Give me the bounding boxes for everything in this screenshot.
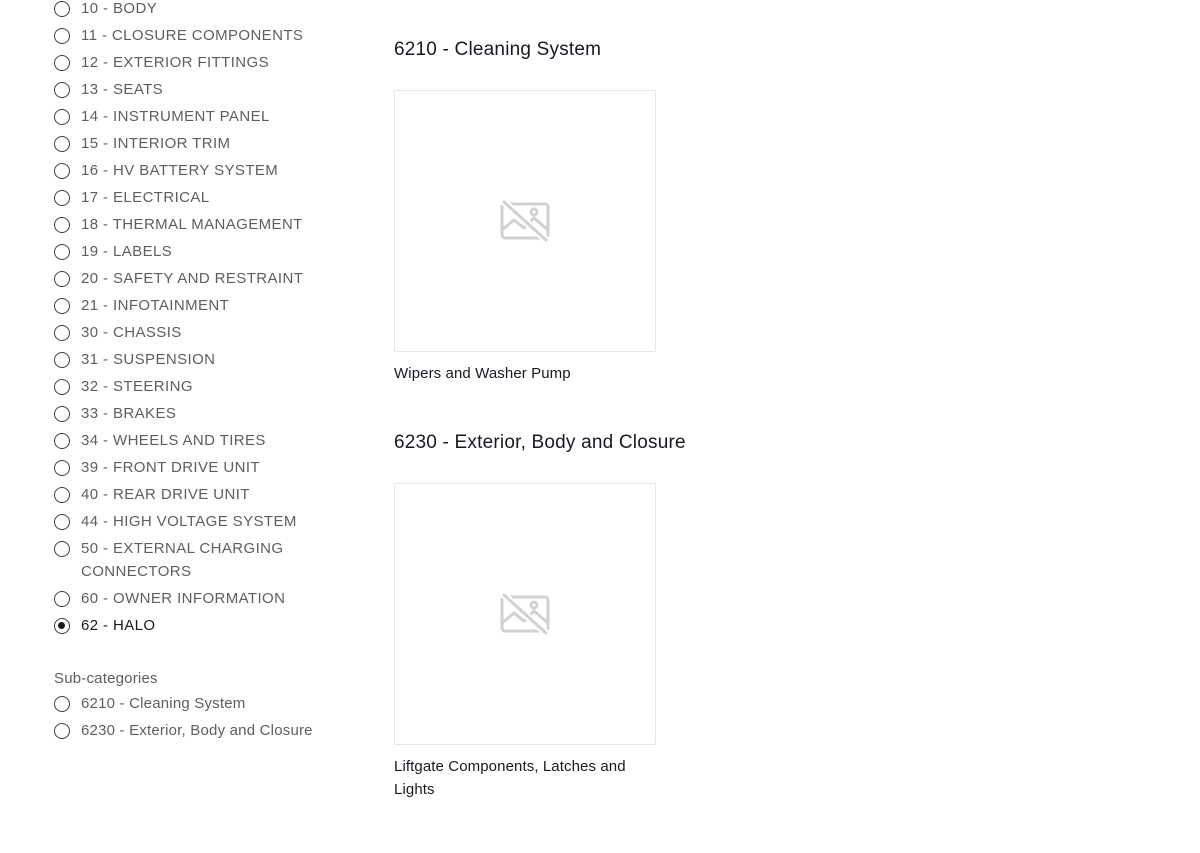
category-radio-19[interactable]: [54, 243, 354, 263]
category-label: 19 - LABELS: [81, 243, 173, 260]
radio-button[interactable]: [54, 591, 70, 607]
radio-button[interactable]: [54, 406, 70, 422]
radio-button[interactable]: [54, 82, 70, 98]
radio-button[interactable]: [54, 696, 70, 712]
radio-button[interactable]: [54, 217, 70, 233]
category-radio-15[interactable]: [54, 135, 354, 155]
category-label: 15 - INTERIOR TRIM: [81, 135, 231, 152]
radio-button[interactable]: [54, 487, 70, 503]
subcategory-list: [54, 695, 354, 742]
category-label: 18 - THERMAL MANAGEMENT: [81, 216, 303, 233]
radio-button[interactable]: [54, 28, 70, 44]
category-radio-11[interactable]: [54, 27, 354, 47]
subcategory-radio-6230[interactable]: [54, 722, 354, 742]
image-placeholder-icon: [498, 591, 552, 637]
category-radio-40[interactable]: [54, 486, 354, 506]
radio-button[interactable]: [54, 109, 70, 125]
section-title: 6210 - Cleaning System: [394, 39, 602, 60]
category-label: 21 - INFOTAINMENT: [81, 297, 230, 314]
radio-button[interactable]: [54, 352, 70, 368]
part-card-label: Liftgate Components, Latches and Lights: [394, 758, 626, 798]
radio-button[interactable]: [54, 1, 70, 17]
category-radio-32[interactable]: [54, 378, 354, 398]
category-radio-30[interactable]: [54, 324, 354, 344]
radio-button[interactable]: [54, 136, 70, 152]
category-label: 11 - CLOSURE COMPONENTS: [81, 27, 304, 44]
radio-button[interactable]: [54, 163, 70, 179]
category-radio-18[interactable]: [54, 216, 354, 236]
category-label: 33 - BRAKES: [81, 405, 177, 422]
radio-button[interactable]: [54, 433, 70, 449]
category-radio-13[interactable]: [54, 81, 354, 101]
radio-button[interactable]: [54, 244, 70, 260]
subcategory-radio-6210[interactable]: [54, 695, 354, 715]
category-radio-39[interactable]: [54, 459, 354, 479]
category-label: 30 - CHASSIS: [81, 324, 182, 341]
category-label: 13 - SEATS: [81, 81, 164, 98]
category-label: 17 - ELECTRICAL: [81, 189, 210, 206]
category-sidebar: [54, 0, 354, 749]
category-radio-33[interactable]: [54, 405, 354, 425]
category-radio-21[interactable]: [54, 297, 354, 317]
radio-button[interactable]: [54, 541, 70, 557]
category-label: 14 - INSTRUMENT PANEL: [81, 108, 270, 125]
radio-button[interactable]: [54, 55, 70, 71]
category-radio-60[interactable]: [54, 590, 354, 610]
category-radio-62[interactable]: [54, 617, 354, 637]
category-label: 60 - OWNER INFORMATION: [81, 590, 286, 607]
category-radio-16[interactable]: [54, 162, 354, 182]
category-label: 12 - EXTERIOR FITTINGS: [81, 54, 269, 71]
category-radio-50[interactable]: [54, 540, 354, 583]
category-label: 16 - HV BATTERY SYSTEM: [81, 162, 279, 179]
radio-button[interactable]: [54, 271, 70, 287]
subcategory-label: 6230 - Exterior, Body and Closure: [81, 722, 313, 739]
category-label: 44 - HIGH VOLTAGE SYSTEM: [81, 513, 297, 530]
part-card-liftgate-components[interactable]: [394, 483, 656, 801]
category-label: 10 - BODY: [81, 0, 158, 17]
category-label: 62 - HALO: [81, 617, 156, 634]
radio-button[interactable]: [54, 460, 70, 476]
radio-button[interactable]: [54, 325, 70, 341]
category-radio-12[interactable]: [54, 54, 354, 74]
category-radio-44[interactable]: [54, 513, 354, 533]
category-label: 50 - EXTERNAL CHARGING CONNECTORS: [81, 540, 284, 580]
category-radio-20[interactable]: [54, 270, 354, 290]
category-label: 40 - REAR DRIVE UNIT: [81, 486, 250, 503]
section-6210: [394, 38, 656, 385]
section-6230: [394, 431, 686, 801]
part-thumbnail[interactable]: [394, 483, 656, 745]
category-list: [54, 0, 354, 637]
category-radio-14[interactable]: [54, 108, 354, 128]
category-label: 39 - FRONT DRIVE UNIT: [81, 459, 260, 476]
radio-button[interactable]: [54, 723, 70, 739]
part-thumbnail[interactable]: [394, 90, 656, 352]
radio-button[interactable]: [54, 298, 70, 314]
subcategories-heading: Sub-categories: [54, 670, 158, 687]
image-placeholder-icon: [498, 198, 552, 244]
part-card-wipers-washer-pump[interactable]: [394, 90, 656, 385]
category-label: 31 - SUSPENSION: [81, 351, 216, 368]
category-label: 34 - WHEELS AND TIRES: [81, 432, 266, 449]
category-label: 32 - STEERING: [81, 378, 193, 395]
category-radio-34[interactable]: [54, 432, 354, 452]
subcategory-label: 6210 - Cleaning System: [81, 695, 246, 712]
category-radio-31[interactable]: [54, 351, 354, 371]
category-label: 20 - SAFETY AND RESTRAINT: [81, 270, 304, 287]
radio-button[interactable]: [54, 190, 70, 206]
section-title: 6230 - Exterior, Body and Closure: [394, 432, 686, 453]
part-card-label: Wipers and Washer Pump: [394, 365, 571, 382]
radio-button[interactable]: [54, 514, 70, 530]
radio-button[interactable]: [54, 379, 70, 395]
category-radio-10[interactable]: [54, 0, 354, 20]
radio-button-selected[interactable]: [54, 618, 70, 634]
category-radio-17[interactable]: [54, 189, 354, 209]
